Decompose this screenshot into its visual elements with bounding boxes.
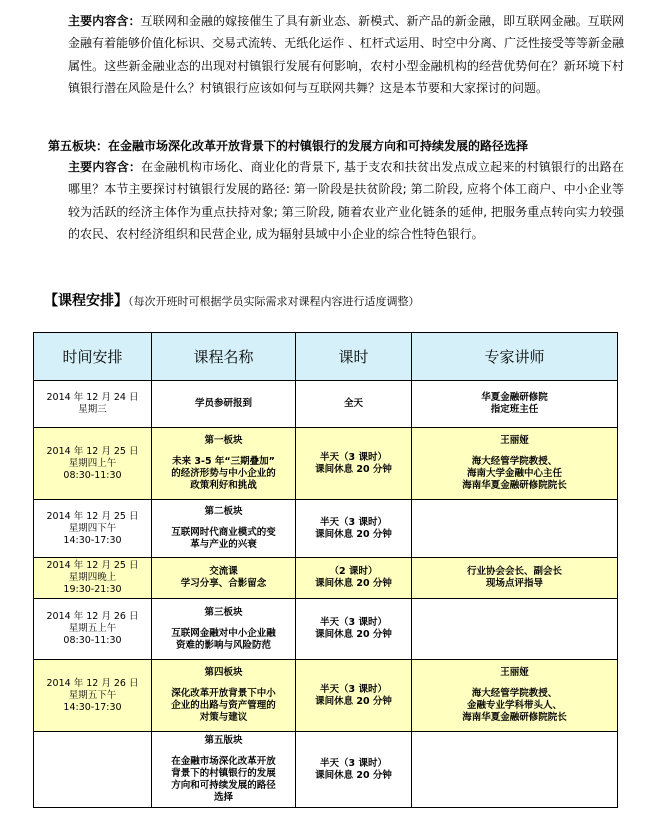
time-cell-line: 2014 年 12 月 25 日	[46, 445, 139, 457]
header-expert: 专家讲师	[412, 333, 618, 381]
hours-cell-line: 半天（3 课时）	[320, 617, 387, 628]
expert-cell-line: 海大经管学院教授、	[471, 456, 558, 467]
hours-cell	[296, 599, 412, 660]
course-cell-line: 互联网金融对中小企业融	[171, 627, 276, 639]
time-cell-line: 2014 年 12 月 25 日	[46, 510, 139, 522]
course-cell-line: 在金融市场深化改革开放	[171, 756, 276, 767]
hours-cell-line: 课间休息 20 分钟	[315, 578, 392, 589]
time-cell-line: 2014 年 12 月 26 日	[46, 611, 139, 622]
expert-cell-line: 行业协会会长、副会长	[466, 566, 562, 577]
table-row	[34, 428, 618, 500]
expert-cell-line: 海南大学金融中心主任	[466, 468, 562, 479]
section5-lead: 主要内容含：	[68, 160, 142, 174]
time-cell-line: 2014 年 12 月 24 日	[46, 392, 139, 403]
course-cell-line: 方向和可持续发展的路径	[171, 780, 276, 791]
course-cell-line: 资难的影响与风险防范	[175, 639, 271, 651]
time-cell-line: 08:30-11:30	[63, 635, 122, 646]
course-cell-line: 互联网时代商业模式的变	[171, 527, 276, 538]
table-row	[34, 660, 618, 732]
time-cell-line: 星期三	[78, 404, 107, 415]
expert-cell	[412, 558, 618, 599]
cell-spacer	[155, 619, 292, 628]
hours-cell-line: 课间休息 20 分钟	[315, 769, 392, 781]
course-cell	[152, 558, 296, 599]
course-cell-line: 学员参研报到	[194, 398, 252, 409]
hours-cell	[296, 732, 412, 808]
section5-text: 在金融机构市场化、商业化的背景下, 基于支农和扶贫出发点成立起来的村镇银行的出路在哪里？本节主要探讨村镇银行发展的路径: 第一阶段是扶贫阶段; 第二阶段, 应将个体工商户、中小企业等较为活跃的经济主体作为重点扶持对象; 第三阶段, 随着农业产业化链条的延伸, 把服务重点转向实力较强的农民、农村经济组织和民营企业, 成为辐射县域中小企业的综合性特色银行。	[68, 160, 624, 241]
expert-cell-block-label: 王丽娅	[500, 667, 529, 678]
time-cell	[34, 428, 152, 500]
expert-cell-line: 海大经管学院教授、	[471, 688, 558, 699]
expert-cell	[412, 381, 618, 428]
schedule-table	[33, 332, 618, 808]
hours-cell	[296, 558, 412, 599]
hours-cell	[296, 500, 412, 558]
course-cell-line: 革与产业的兴衰	[190, 539, 257, 550]
time-cell	[34, 660, 152, 732]
table-row	[34, 558, 618, 599]
expert-cell	[412, 660, 618, 732]
table-row	[34, 500, 618, 558]
cell-spacer	[155, 747, 292, 756]
hours-cell-line: 课间休息 20 分钟	[315, 629, 392, 640]
time-cell-line: 19:30-21:30	[63, 584, 122, 595]
course-cell	[152, 660, 296, 732]
time-cell	[34, 381, 152, 428]
course-cell	[152, 599, 296, 660]
time-cell-line: 星期四下午	[68, 522, 117, 534]
schedule-body	[34, 381, 618, 808]
expert-cell-line: 华夏金融研修院	[481, 392, 548, 403]
hours-cell-line: 全天	[343, 398, 363, 409]
course-cell-line: 对策与建议	[199, 712, 248, 723]
expert-cell	[412, 599, 618, 660]
expert-cell-line: 海南华夏金融研修院院长	[462, 712, 567, 723]
time-cell	[34, 599, 152, 660]
course-cell-block-label: 第四板块	[204, 667, 243, 678]
table-row	[34, 599, 618, 660]
course-cell-line: 企业的出路与资产管理的	[171, 700, 276, 711]
course-cell-line: 学习分享、合影留念	[180, 578, 267, 589]
header-hours: 课时	[296, 333, 412, 381]
time-cell-line: 14:30-17:30	[63, 701, 122, 713]
time-cell	[34, 732, 152, 808]
course-cell-line: 深化改革开放背景下中小	[171, 688, 276, 699]
expert-cell-line: 海南华夏金融研修院院长	[462, 480, 567, 491]
hours-cell-line: 课间休息 20 分钟	[315, 463, 392, 475]
hours-cell	[296, 428, 412, 500]
course-cell-block-label: 第三板块	[204, 606, 243, 618]
course-cell-line: 选择	[213, 792, 233, 803]
intro-paragraph	[68, 10, 624, 99]
section5-paragraph	[68, 156, 624, 245]
course-cell-block-label: 第二板块	[204, 506, 243, 517]
time-cell-line: 14:30-17:30	[63, 534, 122, 546]
hours-cell-line: 半天（3 课时）	[320, 757, 387, 769]
intro-lead: 主要内容含：	[68, 14, 141, 28]
hours-cell-line: 半天（3 课时）	[320, 516, 387, 528]
table-header-row	[34, 333, 618, 381]
expert-cell	[412, 500, 618, 558]
time-cell-line: 星期五上午	[68, 623, 117, 634]
expert-cell-block-label: 王丽娅	[500, 435, 529, 446]
course-cell	[152, 732, 296, 808]
hours-cell-line: （2 课时）	[329, 566, 378, 577]
course-cell-block-label: 第一板块	[204, 435, 243, 446]
expert-cell-line: 现场点评指导	[485, 578, 543, 589]
expert-cell-line: 指定班主任	[490, 404, 539, 415]
hours-cell	[296, 381, 412, 428]
intro-text: 互联网和金融的嫁接催生了具有新业态、新模式、新产品的新金融，即互联网金融。互联网金融有着能够价值化标识、交易式流转、无纸化运作 、杠杆式运用、时空中分离、广泛性接受等等新金融属性。这些新金融业态的出现对村镇银行发展有何影响，农村小型金融机构的经营优势何在？新环境下村镇银行潜在风险是什么？村镇银行应该如何与互联网共舞？这是本节要和大家探讨的问题。	[68, 14, 624, 95]
section5-heading: 第五板块：在金融市场深化改革开放背景下的村镇银行的发展方向和可持续发展的路径选择	[48, 139, 529, 153]
course-cell	[152, 381, 296, 428]
time-cell-line: 星期五下午	[68, 689, 117, 701]
course-cell-line: 背景下的村镇银行的发展	[171, 768, 276, 779]
time-cell	[34, 500, 152, 558]
time-cell-line: 星期四上午	[68, 457, 117, 469]
time-cell-line: 08:30-11:30	[63, 469, 122, 481]
course-cell	[152, 500, 296, 558]
course-cell-line: 交流课	[209, 566, 238, 577]
table-row	[34, 381, 618, 428]
table-row	[34, 732, 618, 808]
expert-cell	[412, 732, 618, 808]
time-cell-line: 2014 年 12 月 25 日	[46, 560, 139, 571]
cell-spacer	[155, 447, 292, 456]
cell-spacer	[415, 679, 614, 688]
hours-cell-line: 半天（3 课时）	[320, 683, 387, 695]
course-cell	[152, 428, 296, 500]
hours-cell-line: 半天（3 课时）	[320, 451, 387, 463]
course-cell-line: 未来 3-5 年“三期叠加”	[172, 456, 275, 467]
schedule-note: （每次开班时可根据学员实际需求对课程内容进行适度调整）	[128, 295, 420, 308]
header-course: 课程名称	[152, 333, 296, 381]
cell-spacer	[155, 518, 292, 527]
cell-spacer	[415, 447, 614, 456]
schedule-heading	[44, 292, 644, 311]
hours-cell	[296, 660, 412, 732]
hours-cell-line: 课间休息 20 分钟	[315, 528, 392, 540]
course-cell-line: 政策利好和挑战	[190, 480, 257, 491]
cell-spacer	[155, 679, 292, 688]
expert-cell-line: 金融专业学科带头人、	[466, 700, 562, 711]
time-cell-line: 星期四晚上	[68, 572, 117, 583]
hours-cell-line: 课间休息 20 分钟	[315, 695, 392, 707]
header-time: 时间安排	[34, 333, 152, 381]
expert-cell	[412, 428, 618, 500]
schedule-title: 【课程安排】	[44, 293, 128, 309]
course-cell-block-label: 第五版块	[204, 735, 243, 746]
time-cell-line: 2014 年 12 月 26 日	[46, 677, 139, 689]
course-cell-line: 的经济形势与中小企业的	[171, 468, 276, 479]
time-cell	[34, 558, 152, 599]
